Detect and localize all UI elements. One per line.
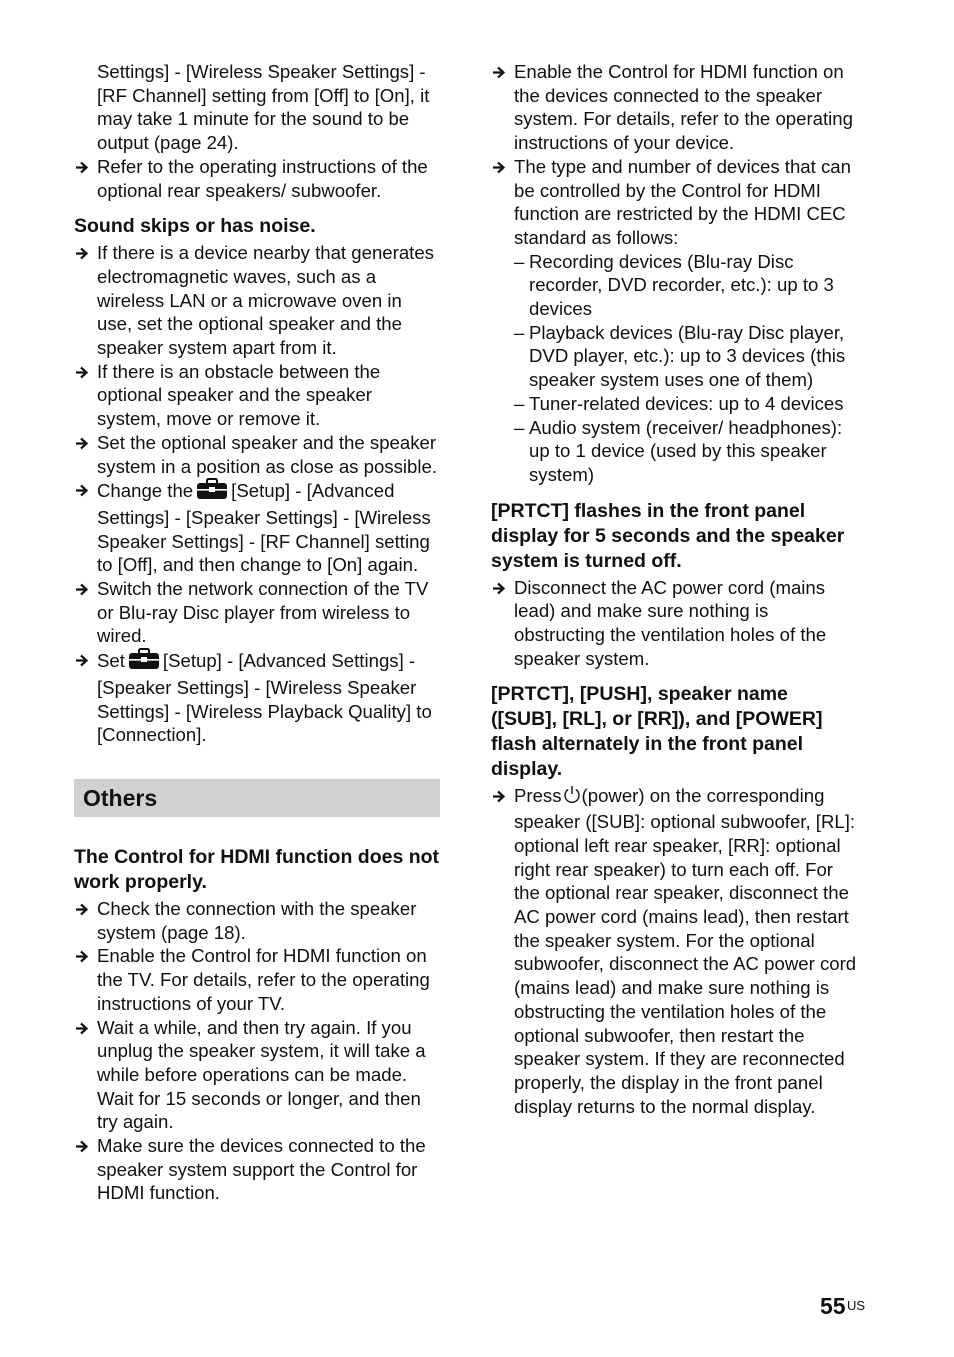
arrow-right-icon <box>74 944 92 968</box>
dash-icon: – <box>514 416 525 438</box>
item-text: Check the connection with the speaker system (page 18). <box>97 897 417 943</box>
toolbox-icon <box>128 648 160 676</box>
item-text: Set the optional speaker and the speaker system in a position as close as possible. <box>97 431 438 477</box>
list-item <box>74 1016 440 1135</box>
heading-hdmi-control: The Control for HDMI function does not work properly. <box>74 845 440 893</box>
section-title: Others <box>83 784 158 811</box>
dash-icon: – <box>514 321 525 343</box>
list-item <box>74 155 440 202</box>
arrow-right-icon <box>74 1134 92 1158</box>
item-text: If there is an obstacle between the optional speaker and the speaker system, move or remove it. <box>97 360 381 430</box>
arrow-right-icon <box>74 577 92 601</box>
toolbox-icon <box>196 478 228 506</box>
left-column <box>74 60 440 1205</box>
item-text: If there is a device nearby that generates electromagnetic waves, such as a wireless LAN or a microwave oven in use, set the optional speaker and the speaker system apart from it. <box>97 242 434 359</box>
item-text: [Setup] - [Advanced Settings] - [Speaker Settings] - [Wireless Speaker Settings] - [Wireless Playback Quality] to [Connection]. <box>97 650 432 746</box>
list-item <box>491 784 857 1118</box>
list-item <box>491 576 857 671</box>
heading-prtct-push: [PRTCT], [PUSH], speaker name ([SUB], [RL], or [RR]), and [POWER] flash alternately in the front panel display. <box>491 683 823 781</box>
arrow-right-icon <box>491 576 509 600</box>
item-text: Settings] - [Wireless Speaker Settings] - [RF Channel] setting from [Off] to [On], it may take 1 minute for the sound to be output (page 24). <box>97 61 430 154</box>
list-item <box>74 60 440 155</box>
item-text: Refer to the operating instructions of the optional rear speakers/ subwoofer. <box>97 155 428 201</box>
section-band <box>74 779 440 817</box>
list-item <box>74 577 440 648</box>
list-item <box>74 648 440 747</box>
list-item <box>74 897 440 944</box>
item-text: (power) on the corresponding speaker ([SUB]: optional subwoofer, [RL]: optional left rear speaker, [RR]: optional right rear speaker) to turn each off. For the optional rear speaker, disconnect the AC power cord (mains lead), then restart the speaker system. For the optional subwoofer, disconnect the AC power cord (mains lead) and make sure nothing is obstructing the ventilation holes of the optional subwoofer, then restart the speaker system. If they are reconnected properly, the display in the front panel display returns to the normal display. <box>514 785 857 1117</box>
item-text: The type and number of devices that can be controlled by the Control for HDMI function are restricted by the HDMI CEC standard as follows: <box>514 155 851 248</box>
item-text: [Setup] - [Advanced Settings] - [Speaker Settings] - [Wireless Speaker Settings] - [RF Channel] setting to [Off], and then change to [On] again. <box>97 480 431 576</box>
arrow-right-icon <box>74 478 92 502</box>
list-item <box>491 155 857 250</box>
sub-list-item <box>491 416 857 487</box>
item-text: Playback devices (Blu-ray Disc player, DVD player, etc.): up to 3 devices (this speaker system uses one of them) <box>529 321 846 391</box>
list-item <box>74 944 440 1015</box>
item-text: Wait a while, and then try again. If you unplug the speaker system, it will take a while before operations can be made. Wait for 15 seconds or longer, and then try again. <box>97 1016 426 1133</box>
arrow-right-icon <box>491 60 509 84</box>
dash-icon: – <box>514 250 525 272</box>
list-item <box>74 478 440 577</box>
item-text: Recording devices (Blu-ray Disc recorder, DVD recorder, etc.): up to 3 devices <box>529 250 834 320</box>
list-item <box>74 241 440 360</box>
page-number-suffix: US <box>847 1298 866 1313</box>
item-text: Switch the network connection of the TV or Blu-ray Disc player from wireless to wired. <box>97 578 429 647</box>
arrow-right-icon <box>491 784 509 808</box>
dash-icon: – <box>514 392 525 414</box>
power-icon <box>563 785 581 810</box>
arrow-right-icon <box>74 241 92 265</box>
item-text: Press <box>514 785 562 807</box>
page-number: 55 <box>820 1293 846 1319</box>
arrow-right-icon <box>74 897 92 921</box>
arrow-right-icon <box>74 360 92 384</box>
item-text: Audio system (receiver/ headphones): up to 1 device (used by this speaker system) <box>529 416 843 485</box>
list-item <box>491 60 857 155</box>
list-item <box>74 360 440 431</box>
arrow-right-icon <box>74 1016 92 1040</box>
arrow-right-icon <box>491 155 509 179</box>
list-item <box>74 1134 440 1205</box>
item-text: Tuner-related devices: up to 4 devices <box>529 392 844 414</box>
sub-list-item <box>491 321 857 392</box>
list-item <box>74 431 440 478</box>
heading-prtct: [PRTCT] flashes in the front panel display for 5 seconds and the speaker system is turned off. <box>491 499 845 572</box>
item-text: Disconnect the AC power cord (mains lead) and make sure nothing is obstructing the ventilation holes of the speaker system. <box>514 576 827 669</box>
item-text: Enable the Control for HDMI function on the TV. For details, refer to the operating instructions of your TV. <box>97 945 430 1014</box>
right-column <box>491 60 857 1118</box>
item-text: Enable the Control for HDMI function on the devices connected to the speaker system. For details, refer to the operating instructions of your device. <box>514 61 853 154</box>
arrow-right-icon <box>74 431 92 455</box>
heading-sound-skips: Sound skips or has noise. <box>74 215 316 238</box>
arrow-right-icon <box>74 648 92 672</box>
item-text: Make sure the devices connected to the speaker system support the Control for HDMI function. <box>97 1135 426 1204</box>
sub-list-item <box>491 250 857 321</box>
item-text: Change the <box>97 480 194 502</box>
item-text: Set <box>97 650 125 672</box>
sub-list-item <box>491 392 857 416</box>
arrow-right-icon <box>74 155 92 179</box>
